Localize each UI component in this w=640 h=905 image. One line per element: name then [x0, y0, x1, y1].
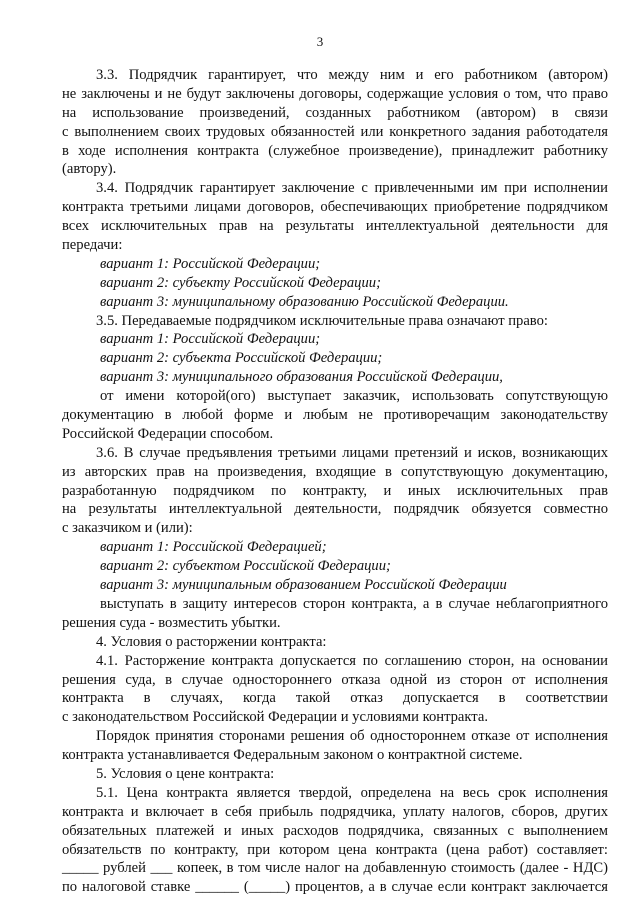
variant-line: вариант 1: Российской Федерации; [100, 255, 321, 272]
variant-line: вариант 3: муниципальным образованием Российской Федерации [100, 577, 507, 594]
paragraph-3-4-line: всех исключительных прав на результаты интеллектуальной деятельности для [62, 218, 608, 235]
paragraph-3-3-line: с выполнением своих трудовых обязанностей или конкретного задания работодателя [62, 123, 608, 140]
variant-line: вариант 3: муниципальному образованию Российской Федерации. [100, 293, 509, 310]
paragraph-3-3-line: не заключены и не будут заключены договоры, содержащие условия о том, что право [62, 85, 608, 102]
document-body [62, 66, 608, 897]
section-4-heading: 4. Условия о расторжении контракта: [96, 633, 327, 650]
paragraph-3-3-line: (автору). [62, 161, 117, 178]
paragraph-4-order-line: Порядок принятия сторонами решения об одностороннем отказе от исполнения [96, 728, 608, 745]
paragraph-3-5-line: от имени которой(ого) выступает заказчик, использовать сопутствующую [100, 388, 608, 405]
paragraph-3-5-line: Российской Федерации способом. [62, 425, 274, 442]
paragraph-5-1-line: контракта и включает в себя прибыль подрядчика, уплату налогов, сборов, других [62, 803, 608, 820]
paragraph-5-1-line: по налоговой ставке ______ (_____) процентов, а в случае если контракт заключается [62, 879, 608, 896]
variant-line: вариант 2: субъектом Российской Федерации; [100, 558, 391, 575]
paragraph-3-4-line: передачи: [62, 237, 123, 254]
paragraph-4-1-line: решения суда, в случае одностороннего отказа одной из сторон от исполнения [62, 671, 608, 688]
paragraph-3-6-line: 3.6. В случае предъявления третьими лицами претензий и исков, возникающих [96, 444, 608, 461]
paragraph-3-5-line: документацию в любой форме и любым не противоречащим законодательству [62, 407, 608, 424]
paragraph-3-6-line: решения суда - возместить убытки. [62, 614, 281, 631]
paragraph-5-1-line: обязательств по контракту, при котором цена контракта (цена работ) составляет: [62, 841, 608, 858]
variant-line: вариант 2: субъекту Российской Федерации; [100, 274, 381, 291]
paragraph-4-order-line: контракта устанавливается Федеральным законом о контрактной системе. [62, 747, 523, 764]
paragraph-3-6-line: разработанную подрядчиком по контракту, и иных исключительных прав [62, 482, 608, 499]
paragraph-3-3-line: в ходе исполнения контракта (служебное произведение), принадлежит работнику [62, 142, 608, 159]
paragraph-4-1-line: 4.1. Расторжение контракта допускается по соглашению сторон, на основании [96, 652, 608, 669]
paragraph-5-1-line: обязательных платежей и иных расходов подрядчика, связанных с выполнением [62, 822, 608, 839]
variant-line: вариант 2: субъекта Российской Федерации; [100, 350, 383, 367]
paragraph-3-3-line: 3.3. Подрядчик гарантирует, что между ним и его работником (автором) [96, 67, 608, 83]
paragraph-3-3-line: на использование произведений, созданных работником (автором) в связи [62, 104, 608, 121]
paragraph-3-6-line: с заказчиком и (или): [62, 520, 193, 537]
paragraph-4-1-line: контракта в случаях, когда такой отказ допускается в соответствии [62, 690, 608, 707]
paragraph-3-4-line: контракта третьими лицами договоров, обеспечивающих приобретение подрядчиком [62, 199, 608, 216]
variant-line: вариант 1: Российской Федерацией; [100, 539, 327, 556]
section-5-heading: 5. Условия о цене контракта: [96, 765, 275, 782]
paragraph-4-1-line: с законодательством Российской Федерации и условиями контракта. [62, 709, 488, 726]
paragraph-3-6-line: из авторских прав на произведения, входящие в сопутствующую документацию, [62, 463, 608, 480]
paragraph-3-5-line: 3.5. Передаваемые подрядчиком исключительные права означают право: [96, 312, 548, 329]
paragraph-3-4-line: 3.4. Подрядчик гарантирует заключение с привлеченными им при исполнении [96, 180, 608, 197]
paragraph-3-6-line: выступать в защиту интересов сторон контракта, а в случае неблагоприятного [100, 595, 608, 612]
paragraph-3-6-line: на результаты интеллектуальной деятельности, подрядчик обязуется совместно [62, 501, 608, 518]
variant-line: вариант 1: Российской Федерации; [100, 331, 321, 348]
page-number: 3 [316, 34, 324, 49]
paragraph-5-1-line: _____ рублей ___ копеек, в том числе налог на добавленную стоимость (далее - НДС) [62, 860, 608, 877]
paragraph-5-1-line: 5.1. Цена контракта является твердой, определена на весь срок исполнения [96, 784, 608, 801]
variant-line: вариант 3: муниципального образования Российской Федерации, [100, 369, 503, 386]
